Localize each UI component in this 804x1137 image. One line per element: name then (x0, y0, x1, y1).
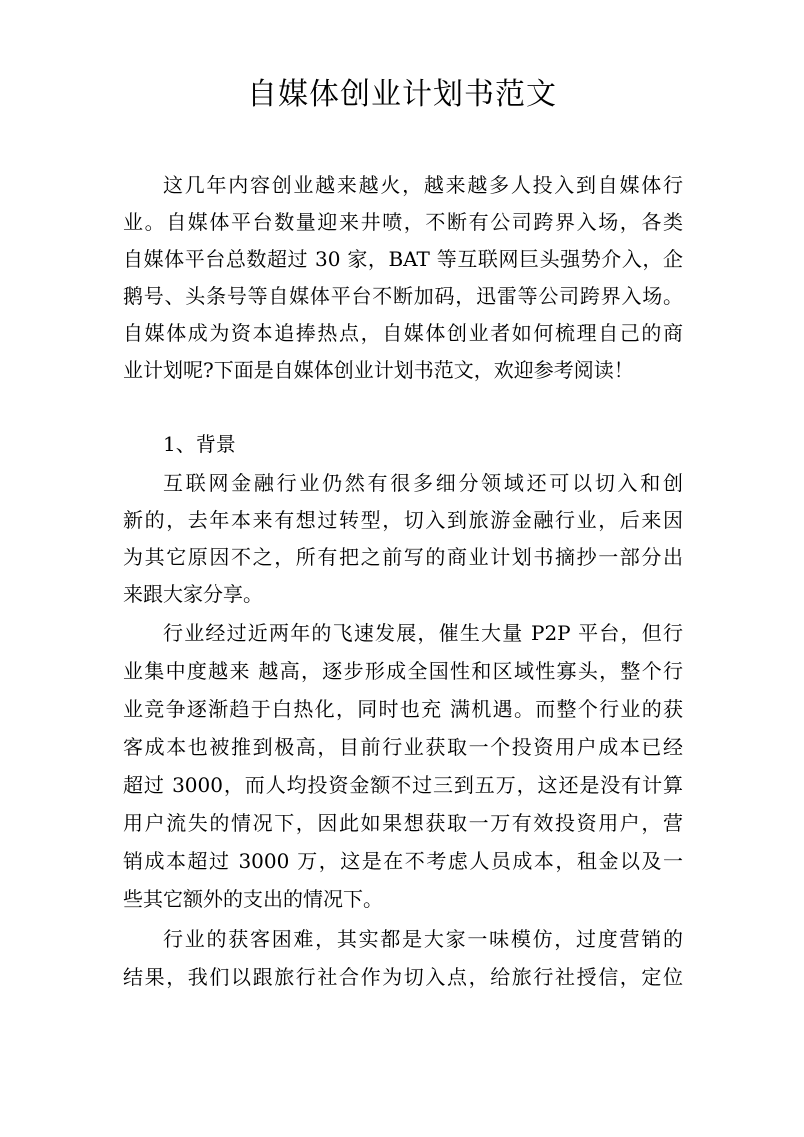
paragraph-line: 业计划呢?下面是自媒体创业计划书范文，欢迎参考阅读！ (123, 358, 634, 382)
paragraph-line: 用户流失的情况下，因此如果想获取一万有效投资用户，营 (123, 811, 683, 835)
paragraph-line: 自媒体成为资本追捧热点，自媒体创业者如何梳理自己的商 (123, 321, 683, 345)
document-title: 自媒体创业计划书范文 (247, 77, 557, 112)
paragraph-line: 行业经过近两年的飞速发展，催生大量 P2P 平台，但行 (163, 621, 683, 645)
paragraph-line: 结果，我们以跟旅行社合作为切入点，给旅行社授信，定位 (123, 965, 683, 989)
section-heading: 1、背景 (163, 432, 236, 456)
paragraph-line: 鹅号、头条号等自媒体平台不断加码，迅雷等公司跨界入场。 (123, 284, 683, 308)
paragraph-line: 为其它原因不之，所有把之前写的商业计划书摘抄一部分出 (123, 545, 683, 569)
paragraph-line: 客成本也被推到极高，目前行业获取一个投资用户成本已经 (123, 735, 683, 759)
paragraph-line: 销成本超过 3000 万，这是在不考虑人员成本，租金以及一 (123, 849, 683, 873)
paragraph-line: 这几年内容创业越来越火，越来越多人投入到自媒体行 (163, 173, 683, 197)
paragraph-line: 业竞争逐渐趋于白热化，同时也充 满机遇。而整个行业的获 (123, 697, 683, 721)
paragraph-line: 些其它额外的支出的情况下。 (123, 887, 383, 911)
paragraph-line: 超过 3000，而人均投资金额不过三到五万，这还是没有计算 (123, 773, 683, 797)
paragraph-line: 自媒体平台总数超过 30 家，BAT 等互联网巨头强势介入，企 (123, 247, 683, 271)
paragraph-line: 行业的获客困难，其实都是大家一味模仿，过度营销的 (163, 927, 683, 951)
paragraph-line: 业集中度越来 越高，逐步形成全国性和区域性寡头，整个行 (123, 659, 683, 683)
paragraph-line: 互联网金融行业仍然有很多细分领域还可以切入和创 (163, 471, 683, 495)
paragraph-line: 业。自媒体平台数量迎来井喷，不断有公司跨界入场，各类 (123, 210, 683, 234)
paragraph-line: 来跟大家分享。 (123, 582, 263, 606)
paragraph-line: 新的，去年本来有想过转型，切入到旅游金融行业，后来因 (123, 508, 683, 532)
